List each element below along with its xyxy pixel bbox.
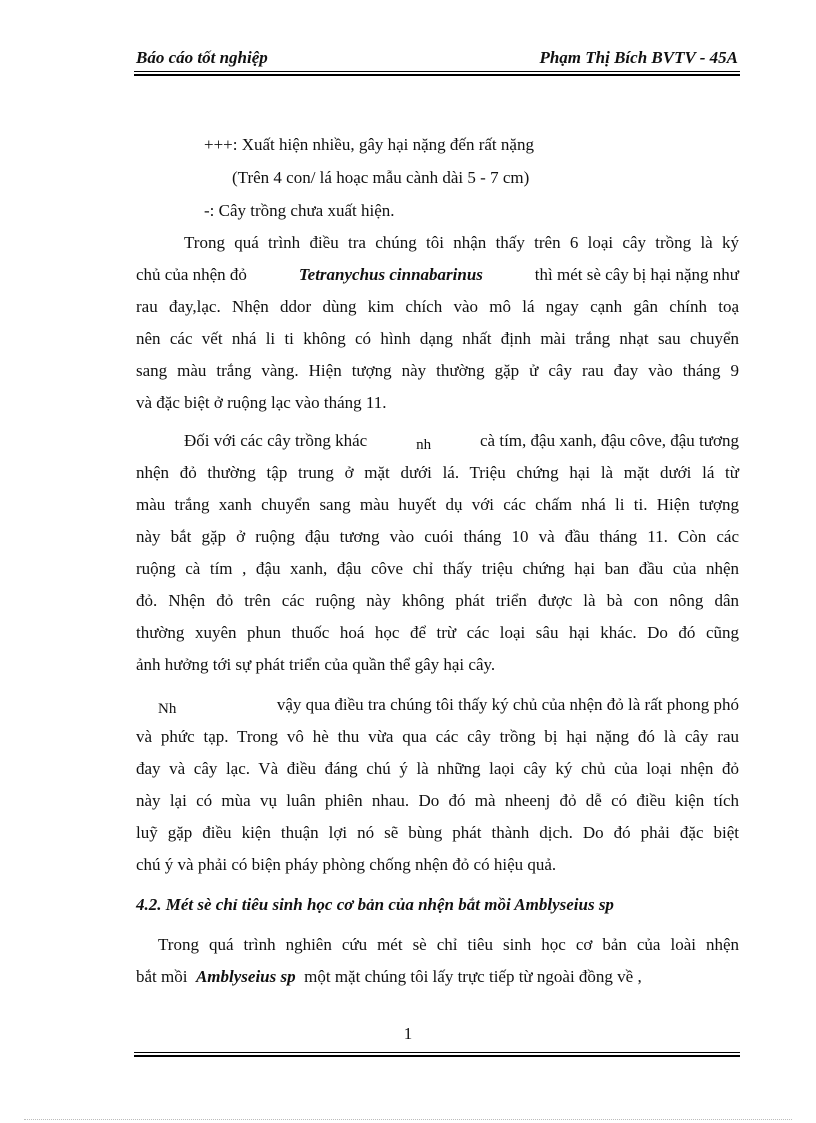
section-heading: [136, 894, 614, 916]
para2-line-5: ruộng cà tím , đậu xanh, đậu côve chỉ thấy triệu chứng hại ban đầu của nhện: [136, 559, 739, 578]
para3-text: vậy qua điều tra chúng tôi thấy ký chủ của nhện đỏ là rất phong phó: [276, 695, 739, 714]
legend-line-1: +++: Xuất hiện nhiều, gây hại nặng đến rất nặng: [204, 135, 534, 154]
para3-line-1: [158, 694, 739, 716]
para3-line-4: này lại có mùa vụ luân phiên nhau. Do đó mà nheenj đỏ dễ có điều kiện tích: [136, 791, 739, 810]
para1-text: thì mét sè cây bị hại nặng như: [534, 265, 739, 284]
header-left-text: Báo cáo tốt nghiệp: [136, 48, 268, 67]
page-number: 1: [403, 1024, 413, 1043]
header-rule-thick: [134, 74, 740, 76]
legend-line-2: (Trên 4 con/ lá hoạc mẫu cành dài 5 - 7 cm): [232, 168, 530, 187]
para1-line-3: rau đay,lạc. Nhện ddor dùng kim chích vào mô lá ngay cạnh gân chính toạ: [136, 297, 739, 316]
page-header: [134, 44, 740, 74]
header-right-text: Phạm Thị Bích BVTV - 45A: [539, 48, 738, 67]
para2-line-3: màu trắng xanh chuyển sang màu huyết dụ với các chấm nhá li ti. Hiện tượng: [136, 495, 739, 514]
para3-line-3: đay và cây lạc. Và điều đáng chú ý là những laọi cây ký chủ của loại nhện đỏ: [136, 759, 739, 778]
footer-rule-thick: [134, 1055, 740, 1057]
para2-line-1: [184, 430, 739, 452]
para4-line-2: [136, 966, 642, 988]
header-rule: [134, 71, 740, 72]
para2-line-7: thường xuyên phun thuốc hoá học để trừ các loại sâu hại khác. Do đó cũng: [136, 623, 739, 642]
page-edge-divider: [24, 1119, 792, 1120]
para1-line-4: nên các vết nhá li ti không có hình dạng nhất định mài trắng nhạt sau chuyển: [136, 329, 739, 348]
para2-line-8: ảnh hưởng tới sự phát triển của quần thể gây hại cây.: [136, 655, 496, 674]
section-number: 4.2.: [136, 895, 162, 914]
legend-line-3: -: Cây trồng chưa xuất hiện.: [204, 201, 395, 220]
para1-line-1: Trong quá trình điều tra chúng tôi nhận thấy trên 6 loại cây trồng là ký: [184, 233, 739, 252]
para1-line-6: và đặc biệt ở ruộng lạc vào tháng 11.: [136, 393, 387, 412]
species-name: Amblyseius sp: [195, 967, 296, 986]
para2-text: cà tím, đậu xanh, đậu côve, đậu tương: [480, 431, 739, 450]
para3-line-5: luỹ gặp điều kiện thuận lợi nó sẽ bùng phát thành dịch. Do đó phải đặc biệt: [136, 823, 739, 842]
para3-fragment: Nh: [158, 701, 177, 717]
species-name: Tetranychus cinnabarinus: [298, 265, 483, 284]
para3-line-6: chú ý và phải có biện pháy phòng chống nhện đỏ có hiệu quả.: [136, 855, 557, 874]
para4-text: một mặt chúng tôi lấy trực tiếp từ ngoài đồng về ,: [304, 967, 642, 986]
para3-line-2: và phức tạp. Trong vô hè thu vừa qua các cây trồng bị hại nặng đó là cây rau: [136, 727, 739, 746]
para1-text: chủ của nhện đỏ: [136, 265, 247, 284]
para2-line-4: này bắt gặp ở ruộng đậu tương vào cuói tháng 10 và đầu tháng 11. Còn các: [136, 527, 739, 546]
para2-line-2: nhện đỏ thường tập trung ở mặt dưới lá. Triệu chứng hại là mặt dưới lá từ: [136, 463, 739, 482]
footer-rule: [134, 1052, 740, 1053]
para4-text: bắt mồi: [136, 967, 188, 986]
para1-line-2: [136, 264, 739, 286]
section-title: Mét sè chỉ tiêu sinh học cơ bản của nhện bắt mồi Amblyseius sp: [165, 895, 614, 914]
para1-line-5: sang màu trắng vàng. Hiện tượng này thường gặp ử cây rau đay vào tháng 9: [136, 361, 739, 380]
para2-line-6: đỏ. Nhện đỏ trên các ruộng này không phát triển được là bà con nông dân: [136, 591, 739, 610]
para4-line-1: Trong quá trình nghiên cứu mét sè chỉ tiêu sinh học cơ bản của loài nhện: [158, 935, 739, 954]
para2-text: Đối với các cây trồng khác: [184, 431, 368, 450]
para2-fragment: nh: [416, 437, 432, 453]
